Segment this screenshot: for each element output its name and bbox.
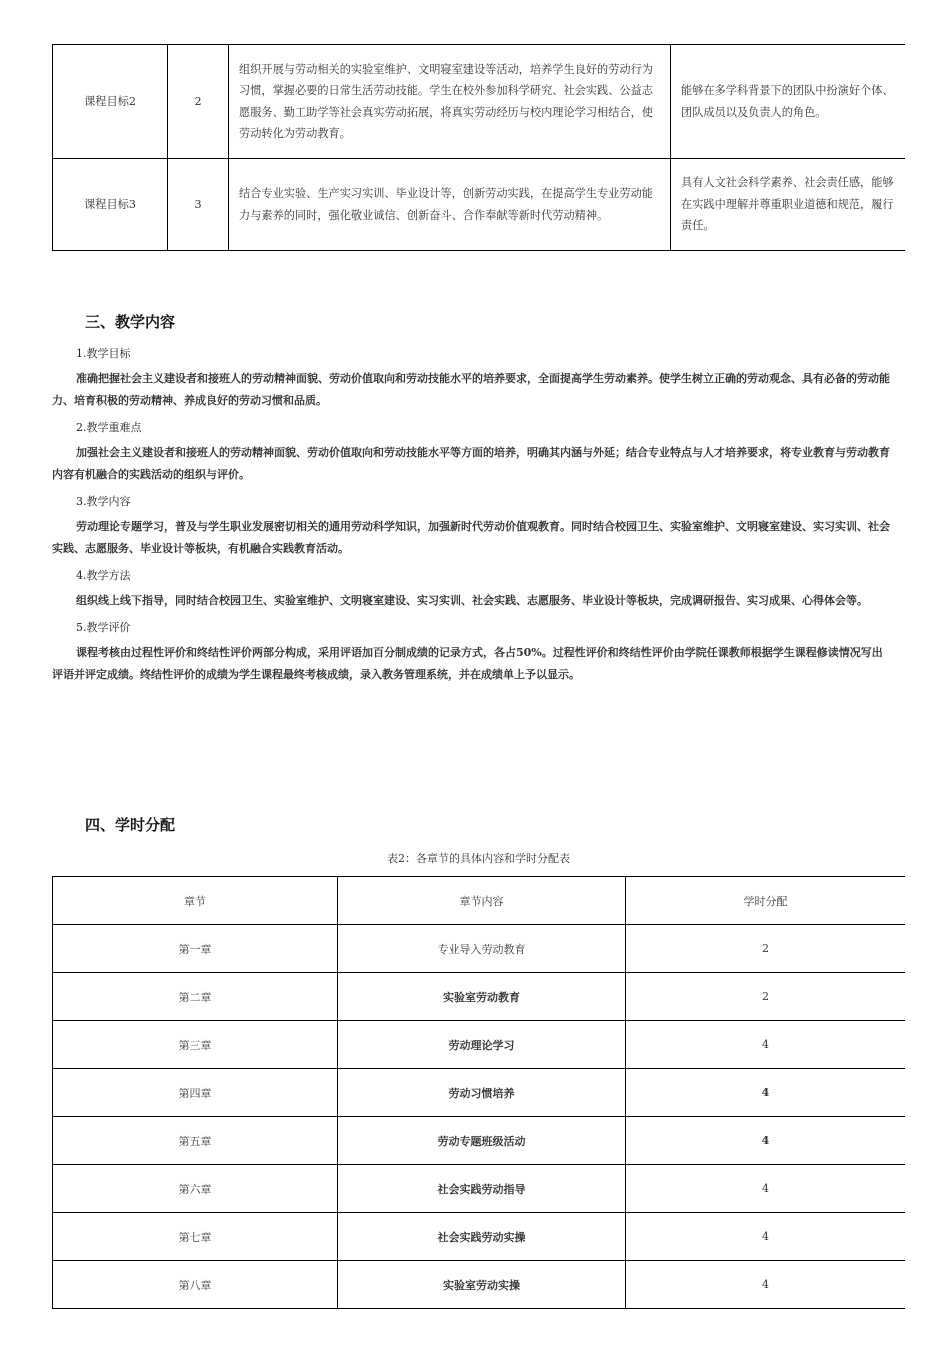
chapter-cell: 第一章 bbox=[53, 925, 338, 973]
chapter-cell: 第五章 bbox=[53, 1117, 338, 1165]
chapter-cell: 第三章 bbox=[53, 1021, 338, 1069]
header-cell-hours: 学时分配 bbox=[626, 877, 906, 925]
content-cell: 实验室劳动教育 bbox=[338, 973, 626, 1021]
goal-number-cell: 2 bbox=[168, 45, 229, 159]
content-item-text: 加强社会主义建设者和接班人的劳动精神面貌、劳动价值取向和劳动技能水平等方面的培养，明确其内涵与外延；结合专业特点与人才培养要求，将专业教育与劳动教育内容有机融合的实践活动的组织与评价。 bbox=[52, 446, 890, 481]
goal-name-cell: 课程目标2 bbox=[53, 45, 168, 159]
content-item-text: 劳动理论专题学习，普及与学生职业发展密切相关的通用劳动科学知识，加强新时代劳动价值观教育。同时结合校园卫生、实验室维护、文明寝室建设、实习实训、社会实践、志愿服务、毕业设计等板块，有机融合实践教育活动。 bbox=[52, 520, 890, 555]
table-row bbox=[53, 1117, 906, 1165]
hours-allocation-table bbox=[52, 876, 905, 1309]
table-row bbox=[53, 1261, 906, 1309]
hours-cell: 4 bbox=[626, 1165, 906, 1213]
section-heading-teaching-content: 三、教学内容 bbox=[85, 313, 176, 331]
section-heading-hours-allocation: 四、学时分配 bbox=[85, 816, 176, 834]
header-cell-chapter: 章节 bbox=[53, 877, 338, 925]
content-item bbox=[52, 618, 892, 686]
goal-name-cell: 课程目标3 bbox=[53, 159, 168, 251]
table-row bbox=[53, 45, 906, 159]
goal-ability-cell: 能够在多学科背景下的团队中扮演好个体、团队成员以及负责人的角色。 bbox=[671, 45, 906, 159]
hours-cell: 4 bbox=[626, 1069, 906, 1117]
content-item bbox=[52, 492, 892, 560]
hours-cell: 2 bbox=[626, 973, 906, 1021]
content-item-title: 2.教学重难点 bbox=[76, 421, 142, 434]
hours-cell: 4 bbox=[626, 1261, 906, 1309]
chapter-cell: 第八章 bbox=[53, 1261, 338, 1309]
content-cell: 实验室劳动实操 bbox=[338, 1261, 626, 1309]
hours-cell: 2 bbox=[626, 925, 906, 973]
table-caption: 表2：各章节的具体内容和学时分配表 bbox=[387, 852, 570, 865]
hours-cell: 4 bbox=[626, 1021, 906, 1069]
content-cell: 劳动理论学习 bbox=[338, 1021, 626, 1069]
table-row bbox=[53, 1165, 906, 1213]
goal-ability-cell: 具有人文社会科学素养、社会责任感，能够在实践中理解并尊重职业道德和规范，履行责任。 bbox=[671, 159, 906, 251]
content-item-title: 1.教学目标 bbox=[76, 347, 131, 360]
content-item bbox=[52, 344, 892, 412]
content-item-text: 课程考核由过程性评价和终结性评价两部分构成，采用评语加百分制成绩的记录方式，各占50%。过程性评价和终结性评价由学院任课教师根据学生课程修读情况写出评语并评定成绩。终结性评价的成绩为学生课程最终考核成绩，录入教务管理系统，并在成绩单上予以显示。 bbox=[52, 646, 883, 681]
content-cell: 社会实践劳动指导 bbox=[338, 1165, 626, 1213]
table-row bbox=[53, 1213, 906, 1261]
table-header-row bbox=[53, 877, 906, 925]
hours-cell: 4 bbox=[626, 1213, 906, 1261]
header-cell-content: 章节内容 bbox=[338, 877, 626, 925]
table-row bbox=[53, 925, 906, 973]
table-row bbox=[53, 159, 906, 251]
content-cell: 专业导入劳动教育 bbox=[338, 925, 626, 973]
goal-number-cell: 3 bbox=[168, 159, 229, 251]
content-item-text: 组织线上线下指导，同时结合校园卫生、实验室维护、文明寝室建设、实习实训、社会实践、志愿服务、毕业设计等板块，完成调研报告、实习成果、心得体会等。 bbox=[76, 594, 868, 607]
chapter-cell: 第六章 bbox=[53, 1165, 338, 1213]
chapter-cell: 第二章 bbox=[53, 973, 338, 1021]
content-item bbox=[52, 566, 892, 612]
content-item-title: 5.教学评价 bbox=[76, 621, 131, 634]
content-cell: 劳动专题班级活动 bbox=[338, 1117, 626, 1165]
course-goals-table bbox=[52, 44, 905, 251]
teaching-content-body bbox=[52, 344, 892, 692]
goal-description-cell: 结合专业实验、生产实习实训、毕业设计等，创新劳动实践，在提高学生专业劳动能力与素养的同时，强化敬业诚信、创新奋斗、合作奉献等新时代劳动精神。 bbox=[229, 159, 671, 251]
chapter-cell: 第七章 bbox=[53, 1213, 338, 1261]
content-cell: 社会实践劳动实操 bbox=[338, 1213, 626, 1261]
goal-description-cell: 组织开展与劳动相关的实验室维护、文明寝室建设等活动，培养学生良好的劳动行为习惯，掌握必要的日常生活劳动技能。学生在校外参加科学研究、社会实践、公益志愿服务、勤工助学等社会真实劳动拓展，将真实劳动经历与校内理论学习相结合，使劳动转化为劳动教育。 bbox=[229, 45, 671, 159]
hours-cell: 4 bbox=[626, 1117, 906, 1165]
content-item-text: 准确把握社会主义建设者和接班人的劳动精神面貌、劳动价值取向和劳动技能水平的培养要求，全面提高学生劳动素养。使学生树立正确的劳动观念、具有必备的劳动能力、培育积极的劳动精神、养成良好的劳动习惯和品质。 bbox=[52, 372, 890, 407]
table-row bbox=[53, 1021, 906, 1069]
table-row bbox=[53, 973, 906, 1021]
content-item-title: 3.教学内容 bbox=[76, 495, 131, 508]
chapter-cell: 第四章 bbox=[53, 1069, 338, 1117]
table-row bbox=[53, 1069, 906, 1117]
content-item bbox=[52, 418, 892, 486]
content-cell: 劳动习惯培养 bbox=[338, 1069, 626, 1117]
content-item-title: 4.教学方法 bbox=[76, 569, 131, 582]
